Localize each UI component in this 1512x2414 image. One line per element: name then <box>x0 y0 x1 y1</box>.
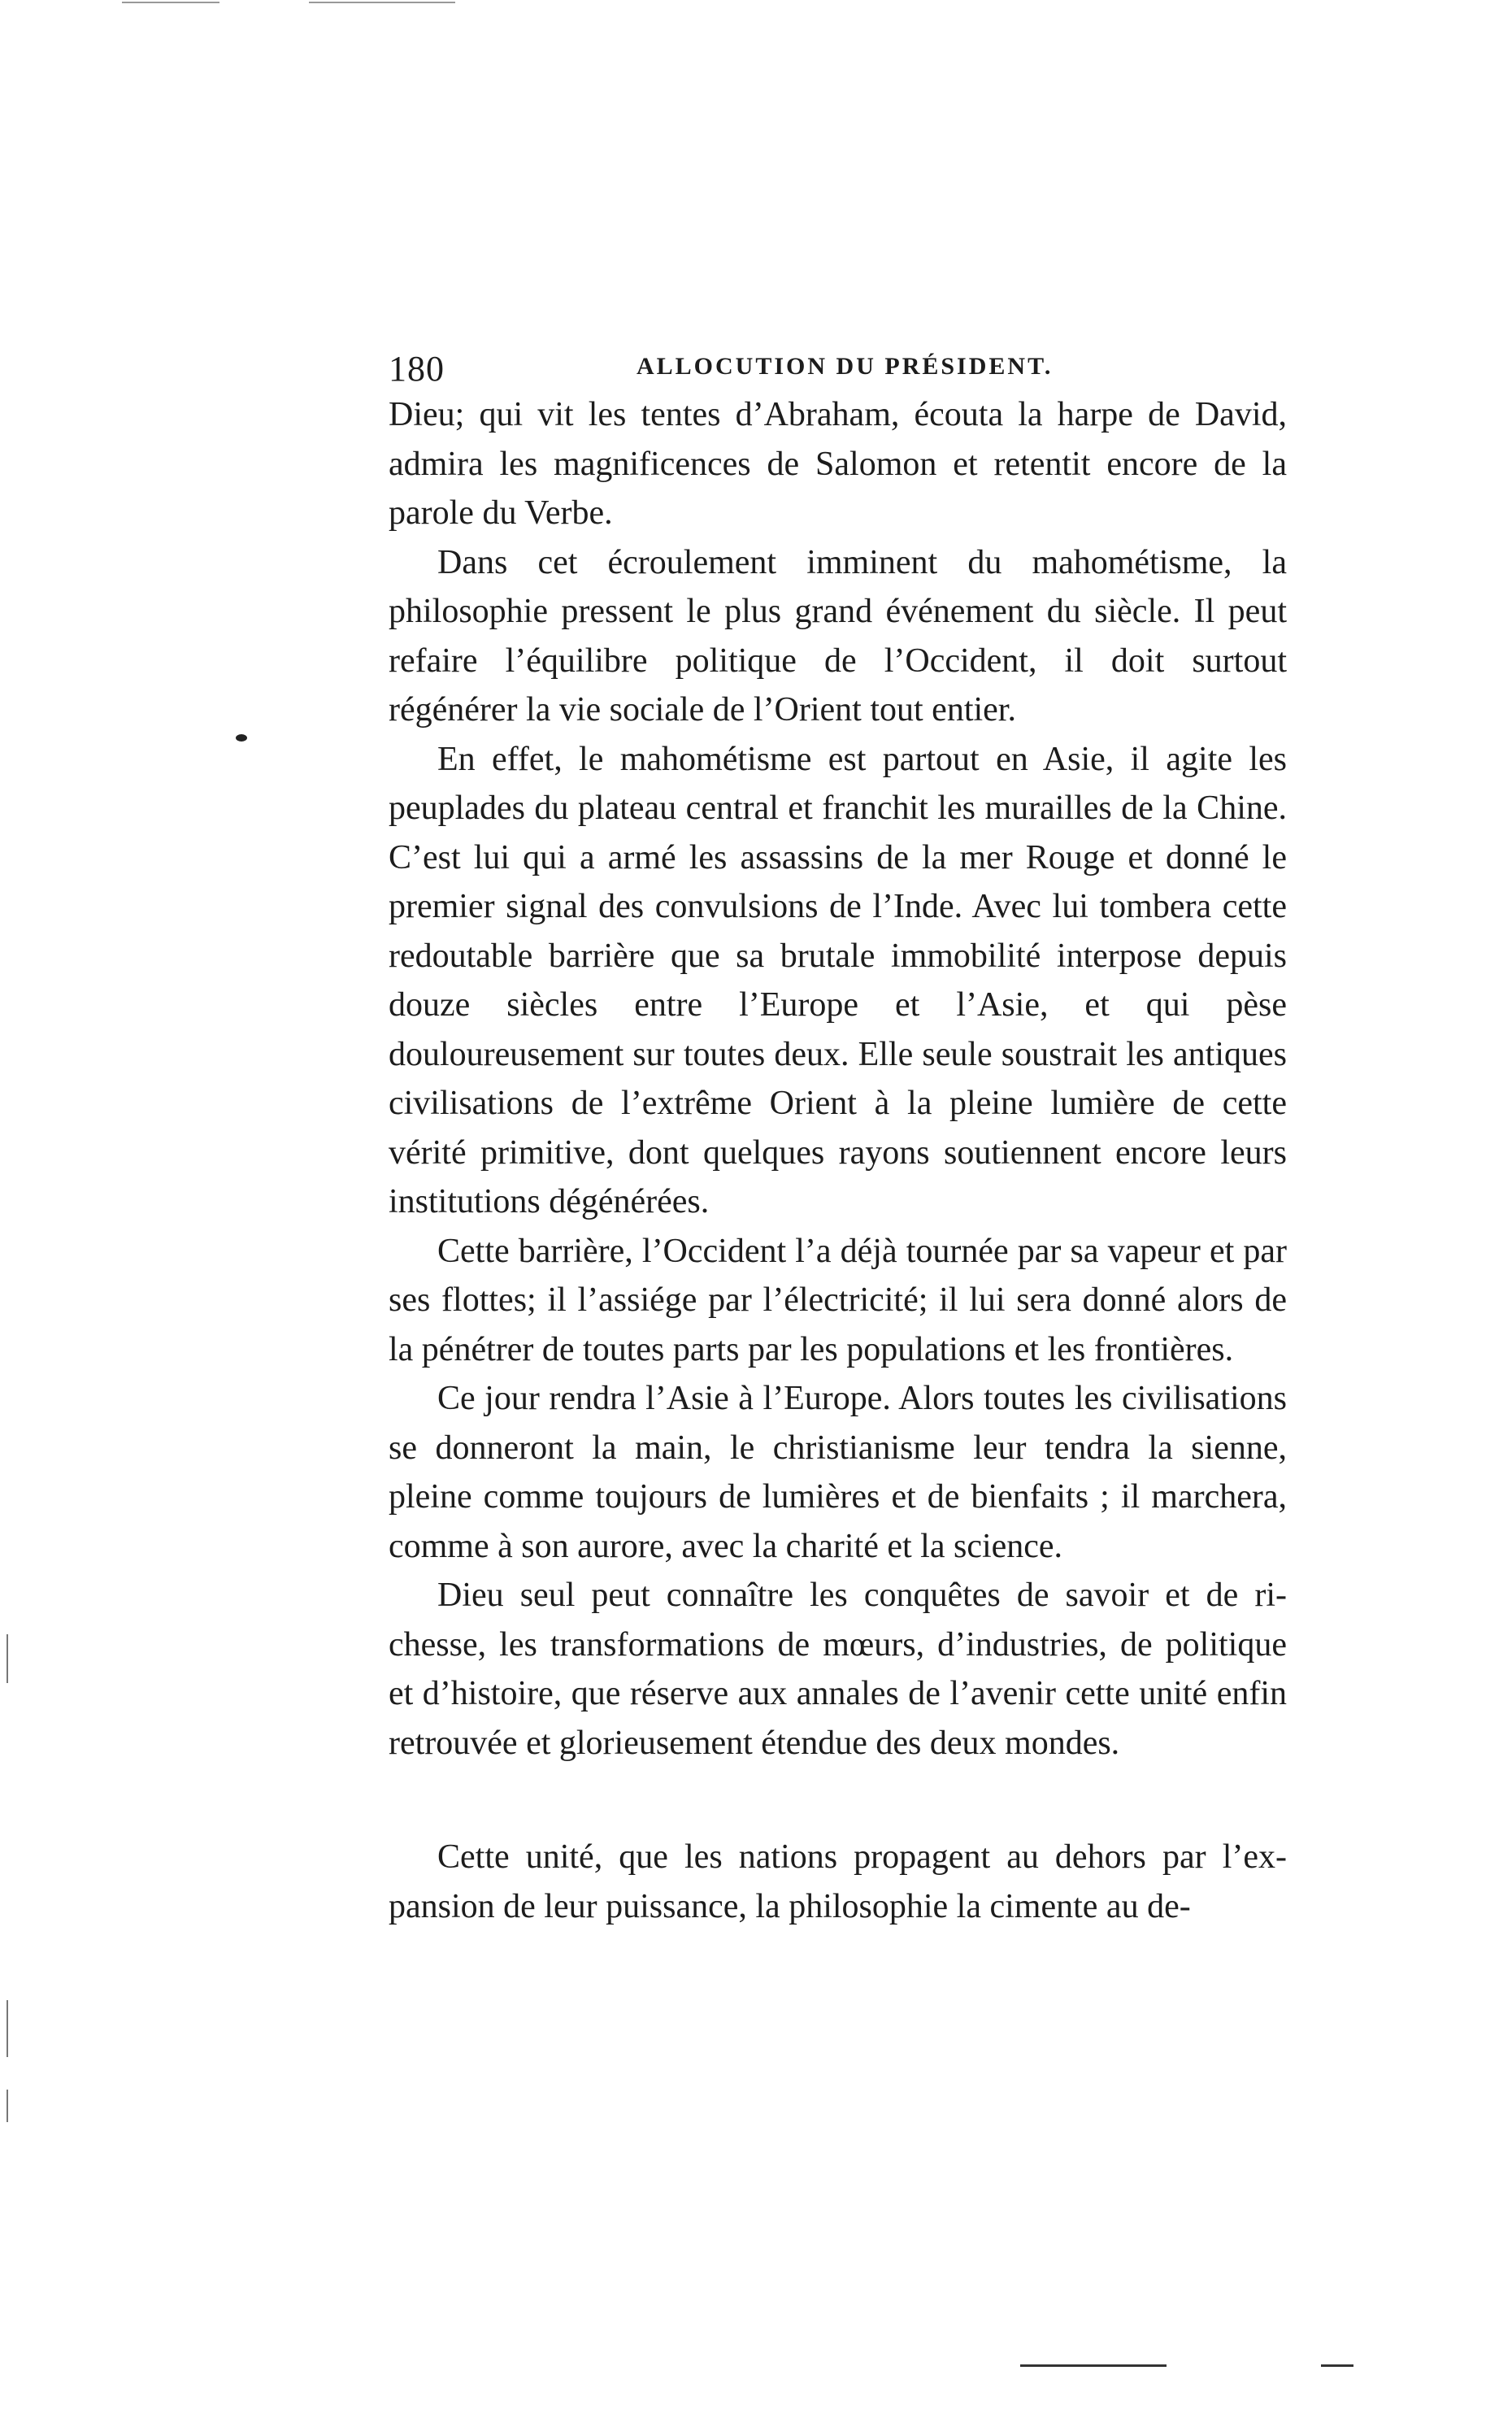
paragraph: Dans cet écroulement imminent du mahométisme, la philosophie pressent le plus grand événement du siècle. Il peut refaire l’équilibre politique de l’Occident, il doit surtout régénérer la vie sociale de l’Orient tout entier. <box>389 543 1287 729</box>
paragraph: Cette barrière, l’Occident l’a déjà tournée par sa vapeur et par ses flottes; il l’assiége par l’électricité; il lui sera donné alors de la pénétrer de toutes parts par les populations et les frontières. <box>389 1232 1287 1368</box>
paragraph: En effet, le mahométisme est partout en Asie, il agite les peuplades du plateau central et franchit les murailles de la Chine. C’est lui qui a armé les assassins de la mer Rouge et donné le premier signal des convulsions de l’Inde. Avec lui tombera cette redoutable barrière que sa brutale immobilité interpose depuis douze siècles entre l’Europe et l’Asie, et qui pèse douloureusement sur toutes deux. Elle seule soustrait les antiques civilisations de l’extrême Orient à la pleine lumière de cette vérité primitive, dont quelques rayons soutiennent encore leurs institutions dégénérées. <box>389 740 1287 1220</box>
running-title: ALLOCUTION DU PRÉSIDENT. <box>637 353 1054 380</box>
paragraph: Ce jour rendra l’Asie à l’Europe. Alors toutes les civilisations se donneront la main, le christianisme leur tendra la sienne, pleine comme toujours de lumières et de bienfaits ; il marchera, comme à son aurore, avec la charité et la science. <box>389 1380 1287 1565</box>
running-head <box>389 348 1291 397</box>
page-number: 180 <box>389 349 445 389</box>
margin-bullet-mark <box>236 734 247 742</box>
scan-line-top-left <box>122 2 219 3</box>
scan-line-top-center <box>309 2 455 3</box>
body-text <box>389 390 1287 1931</box>
scan-edge-left-1 <box>7 1634 8 1683</box>
scan-edge-left-3 <box>7 2090 8 2122</box>
scan-edge-left-2 <box>7 2000 8 2057</box>
scan-line-bottom-right <box>1020 2364 1167 2367</box>
scan-line-bottom-far-right <box>1321 2364 1353 2367</box>
paragraph-section-start: Cette unité, que les nations propagent au dehors par l’expansion de leur puissance, la philosophie la cimente au de- <box>389 1838 1287 1925</box>
paragraph-continued: Dieu; qui vit les tentes d’Abraham, écouta la harpe de David, admira les magnificences de Salomon et retentit encore de la parole du Verbe. <box>389 396 1287 532</box>
paragraph: Dieu seul peut connaître les conquêtes de savoir et de richesse, les transformations de mœurs, d’industries, de politique et d’histoire, que réserve aux annales de l’avenir cette unité enfin retrouvée et glorieusement étendue des deux mondes. <box>389 1577 1287 1762</box>
